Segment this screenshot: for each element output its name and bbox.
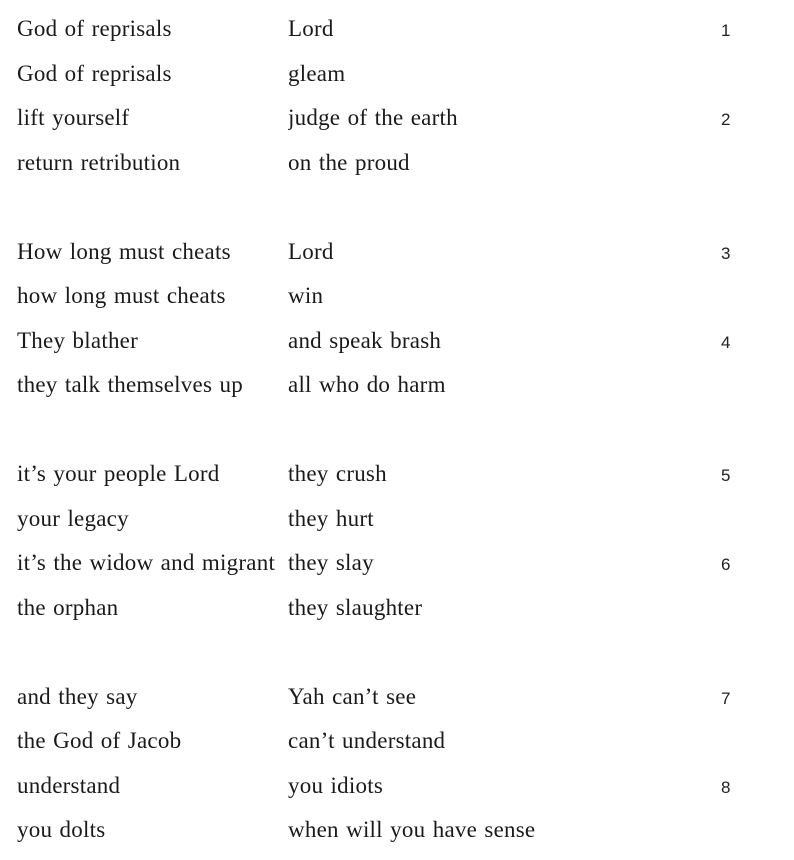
verse-line [0, 541, 794, 586]
line-right-text: you idiots [288, 772, 384, 798]
stanza-2 [0, 230, 794, 408]
line-right-text: they slay [288, 550, 374, 575]
line-left-text: understand [17, 772, 121, 798]
verse-line [0, 719, 794, 764]
line-left-text: return retribution [17, 149, 181, 175]
line-left-text: how long must cheats [17, 283, 226, 308]
verse-line [0, 52, 794, 97]
verse-line [0, 452, 794, 497]
verse-number: 5 [721, 466, 731, 485]
verse-line [0, 274, 794, 319]
line-right-text: win [288, 283, 324, 308]
verse-line [0, 586, 794, 631]
line-right-text: they crush [288, 461, 387, 486]
verse-line [0, 808, 794, 853]
stanza-3 [0, 452, 794, 630]
verse-number: 7 [721, 688, 731, 708]
line-right-text: all who do harm [288, 372, 446, 397]
line-left-text: and they say [17, 683, 138, 709]
verse-line [0, 675, 794, 720]
line-right-text: Lord [288, 16, 334, 41]
verse-line [0, 96, 794, 141]
stanza-1 [0, 7, 794, 185]
line-right-text: can’t understand [288, 728, 446, 753]
line-right-text: judge of the earth [288, 105, 458, 130]
verse-number: 8 [721, 777, 731, 797]
line-right-text: gleam [288, 60, 346, 86]
verse-line [0, 7, 794, 52]
line-left-text: it’s your people Lord [17, 461, 220, 486]
line-left-text: God of reprisals [17, 60, 172, 86]
verse-line [0, 319, 794, 364]
verse-number: 4 [721, 332, 731, 352]
line-left-text: it’s the widow and migrant [17, 550, 276, 575]
verse-number: 2 [721, 110, 731, 129]
verse-number: 1 [721, 21, 731, 40]
line-right-text: Lord [288, 238, 334, 264]
verse-line [0, 764, 794, 809]
verse-line [0, 363, 794, 408]
line-left-text: How long must cheats [17, 238, 231, 264]
line-left-text: the orphan [17, 594, 119, 620]
verse-number: 3 [721, 243, 731, 263]
stanza-4 [0, 675, 794, 853]
line-left-text: they talk themselves up [17, 372, 243, 397]
line-left-text: you dolts [17, 817, 106, 842]
line-left-text: God of reprisals [17, 16, 172, 41]
line-right-text: they slaughter [288, 594, 423, 620]
line-left-text: lift yourself [17, 105, 130, 130]
verse-number: 6 [721, 555, 731, 574]
line-right-text: when will you have sense [288, 817, 536, 842]
verse-line [0, 497, 794, 542]
verse-line [0, 230, 794, 275]
line-right-text: on the proud [288, 149, 410, 175]
line-right-text: Yah can’t see [288, 683, 417, 709]
line-left-text: your legacy [17, 505, 129, 531]
line-right-text: they hurt [288, 505, 374, 531]
line-left-text: They blather [17, 327, 139, 353]
line-left-text: the God of Jacob [17, 728, 182, 753]
line-right-text: and speak brash [288, 327, 442, 353]
verse-line [0, 141, 794, 186]
